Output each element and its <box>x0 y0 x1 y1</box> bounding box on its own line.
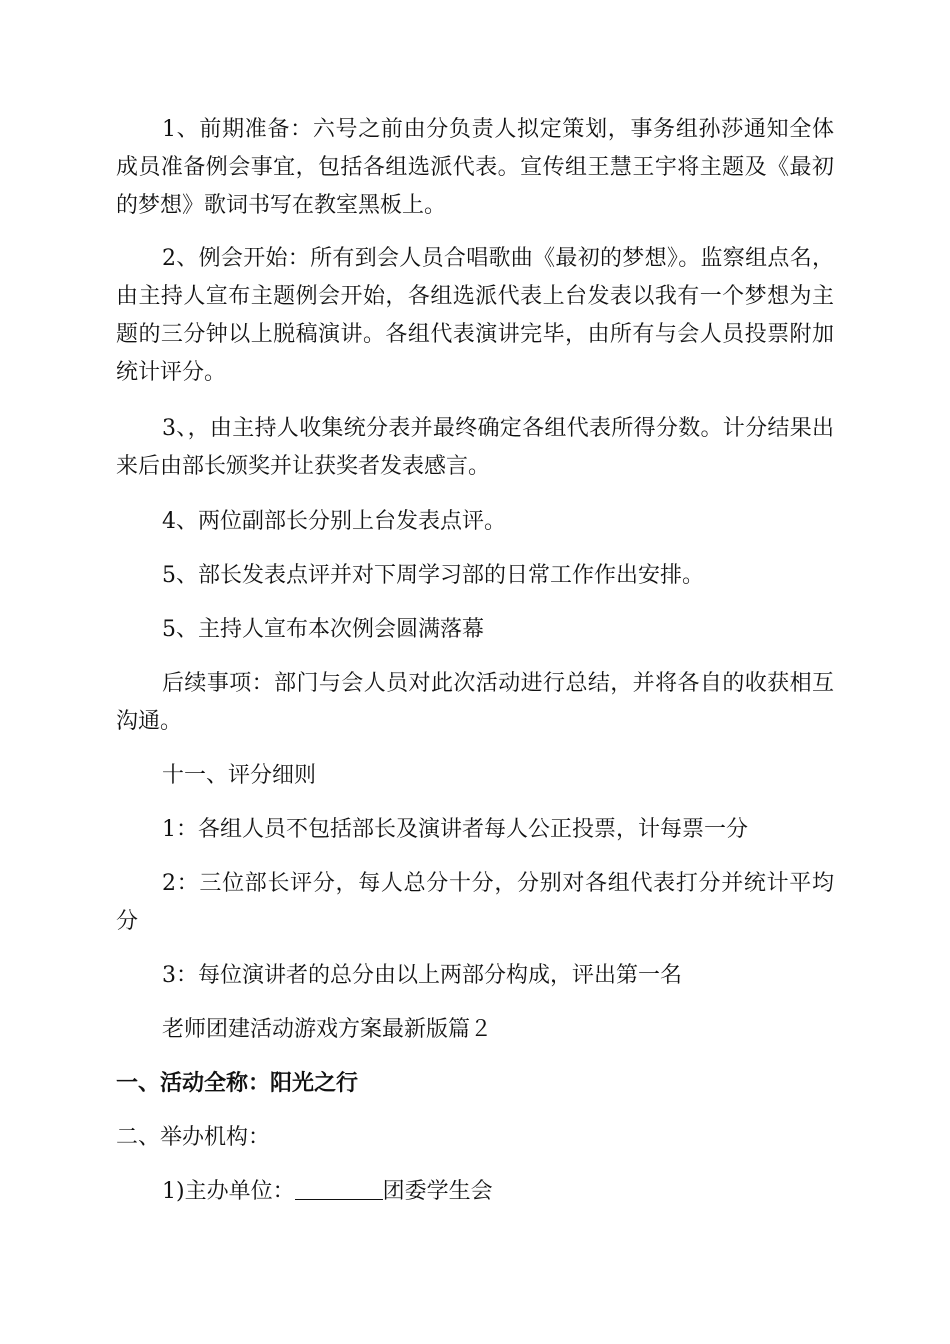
paragraph-meeting-close: 5、主持人宣布本次例会圆满落幕 <box>162 617 484 642</box>
heading-organizers: 二、举办机构： <box>116 1125 271 1150</box>
section-title-plan-2: 老师团建活动游戏方案最新版篇２ <box>162 1017 493 1042</box>
paragraph-preparation: 1、前期准备：六号之前由分负责人拟定策划，事务组孙莎通知全体成员准备例会事宜，包括各组选派代表。宣传组王慧王宇将主题及《最初的梦想》歌词书写在教室黑板上。 <box>116 117 834 218</box>
paragraph-rule-3: 3：每位演讲者的总分由以上两部分构成，评出第一名 <box>162 963 682 988</box>
paragraph-vice-minister-comments: 4、两位副部长分别上台发表点评。 <box>162 509 506 534</box>
paragraph-rule-2: 2：三位部长评分，每人总分十分，分别对各组代表打分并统计平均分 <box>116 871 834 934</box>
section-heading-scoring-rules: 十一、评分细则 <box>162 763 317 788</box>
paragraph-scoring-collection: 3、，由主持人收集统分表并最终确定各组代表所得分数。计分结果出来后由部长颁奖并让获奖者发表感言。 <box>116 416 834 479</box>
paragraph-follow-up: 后续事项：部门与会人员对此次活动进行总结，并将各自的收获相互沟通。 <box>116 671 834 734</box>
heading-activity-name: 一、活动全称：阳光之行 <box>116 1071 359 1096</box>
paragraph-minister-comments: 5、部长发表点评并对下周学习部的日常工作作出安排。 <box>162 563 704 588</box>
paragraph-host-unit <box>116 1173 834 1211</box>
paragraph-rule-1: 1：各组人员不包括部长及演讲者每人公正投票，计每票一分 <box>162 817 748 842</box>
host-unit-value: 团委学生会 <box>382 1179 493 1204</box>
paragraph-meeting-start: 2、例会开始：所有到会人员合唱歌曲《最初的梦想》。监察组点名，由主持人宣布主题例会开始，各组选派代表上台发表以我有一个梦想为主题的三分钟以上脱稿演讲。各组代表演讲完毕，由所有与会人员投票附加统计评分。 <box>116 246 834 385</box>
blank-underline <box>295 1175 383 1200</box>
host-unit-label: 1)主办单位： <box>162 1179 295 1204</box>
